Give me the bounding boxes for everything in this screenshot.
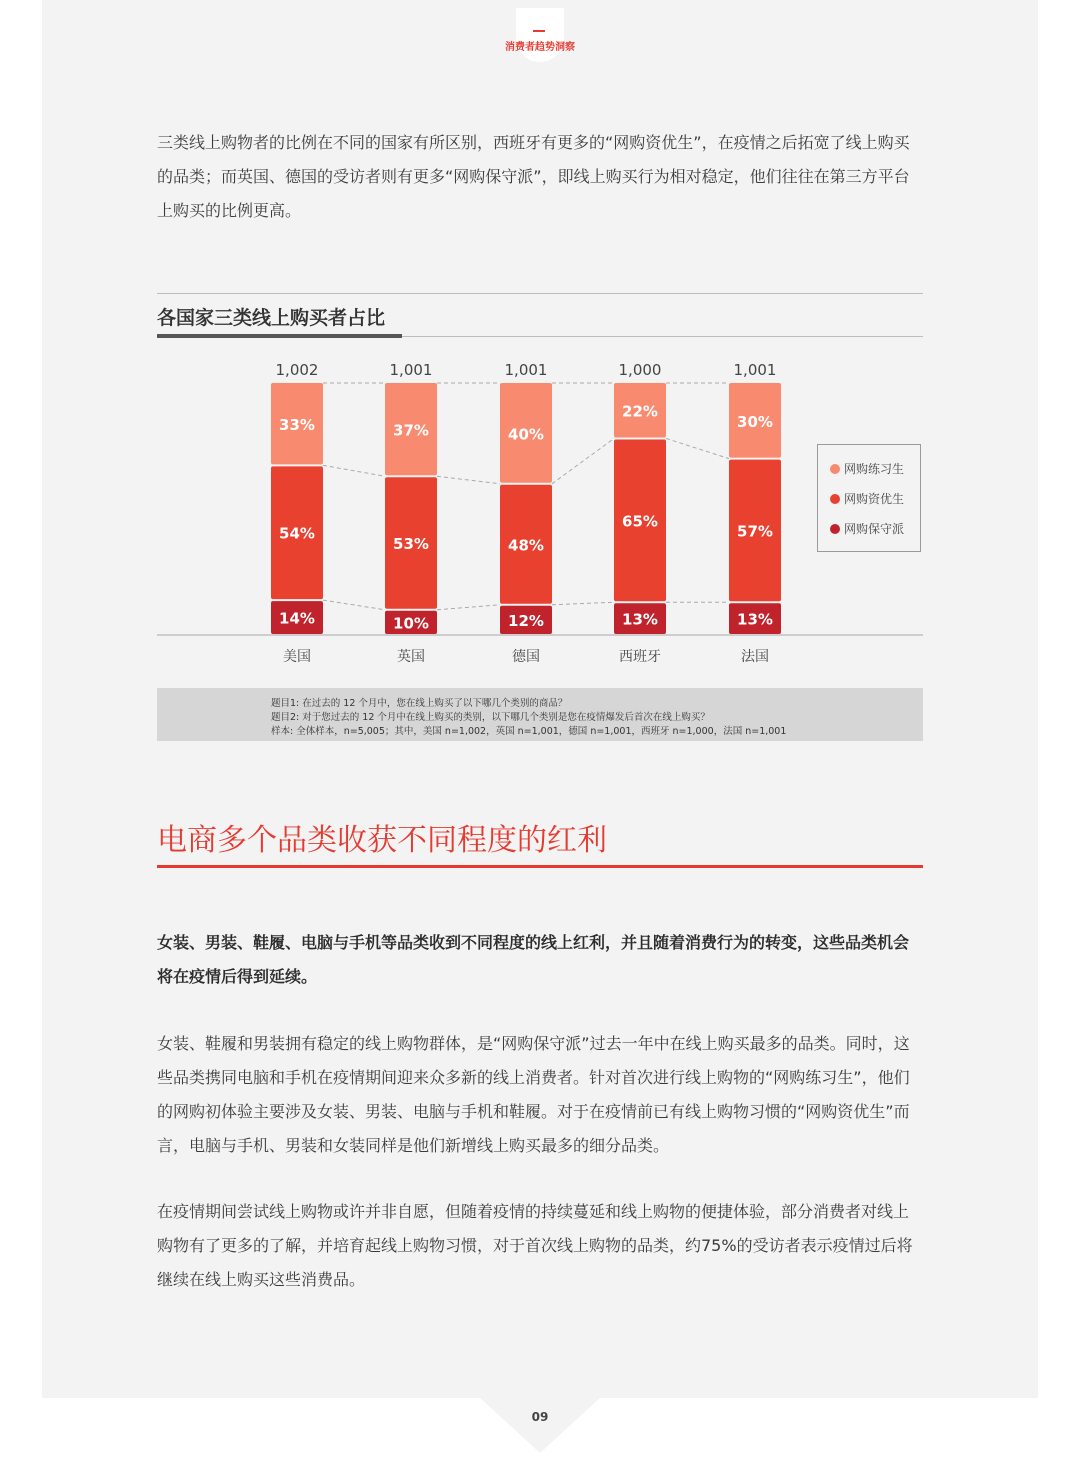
category-label-3: 德国: [512, 649, 540, 665]
chart-notes: [157, 688, 923, 741]
bar-label-2-2: 53%: [393, 535, 429, 554]
sample-size-2: 1,001: [389, 361, 433, 379]
bar-label-1-1: 33%: [279, 416, 315, 435]
intro-paragraph: 三类线上购物者的比例在不同的国家有所区别，西班牙有更多的“网购资优生”，在疫情之后拓宽了线上购买的品类；而英国、德国的受访者则有更多“网购保守派”，即线上购买行为相对稳定，他们往往在第三方平台上购买的比例更高。: [157, 133, 910, 220]
connector-low-1: [323, 600, 385, 610]
connector-low-3: [552, 602, 614, 605]
bar-label-3-5: 13%: [737, 610, 773, 629]
chart-title: 各国家三类线上购买者占比: [157, 307, 386, 329]
bar-label-3-2: 10%: [393, 614, 429, 633]
header-label: 消费者趋势洞察: [505, 42, 575, 53]
note-question-2: 题目2: 对于您过去的 12 个月中在线上购买的类别，以下哪几个类别是您在疫情爆发后首次在线上购买？: [271, 712, 710, 723]
body-paragraph-2: 在疫情期间尝试线上购物或许并非自愿，但随着疫情的持续蔓延和线上购物的便捷体验，部分消费者对线上购物有了更多的了解，并培育起线上购物习惯，对于首次线上购物的品类，约75%的受访者表示疫情过后将继续在线上购买这些消费品。: [157, 1202, 913, 1289]
chart-legend: [817, 444, 921, 552]
note-sample: 样本: 全体样本，n=5,005；其中，美国 n=1,002，英国 n=1,001，德国 n=1,001，西班牙 n=1,000，法国 n=1,001: [271, 726, 787, 737]
sample-size-4: 1,000: [618, 361, 662, 379]
category-label-5: 法国: [741, 649, 769, 665]
bar-label-2-1: 54%: [279, 524, 315, 543]
bar-label-1-4: 22%: [622, 402, 658, 421]
sample-size-5: 1,001: [733, 361, 777, 379]
legend-swatch-3: [830, 524, 840, 534]
page-number: 09: [531, 1410, 549, 1424]
category-label-1: 美国: [283, 649, 311, 665]
category-label-4: 西班牙: [619, 649, 661, 665]
page-number-tab: [480, 1398, 600, 1453]
bar-label-2-3: 48%: [508, 536, 544, 555]
section-title: 电商多个品类收获不同程度的红利: [157, 823, 607, 858]
connector-mid-2: [437, 476, 500, 484]
body-paragraph-1: 女装、鞋履和男装拥有稳定的线上购物群体，是“网购保守派”过去一年中在线上购买最多的品类。同时，这些品类携同电脑和手机在疫情期间迎来众多新的线上消费者。针对首次进行线上购物的“网购练习生”，他们的网购初体验主要涉及女装、男装、电脑与手机和鞋履。对于在疫情前已有线上购物习惯的“网购资优生”而言，电脑与手机、男装和女装同样是他们新增线上购买最多的细分品类。: [157, 1034, 910, 1155]
legend-swatch-2: [830, 494, 840, 504]
legend-label-1: 网购练习生: [844, 462, 905, 476]
connector-mid-3: [552, 438, 614, 483]
sample-size-1: 1,002: [275, 361, 319, 379]
legend-label-3: 网购保守派: [844, 522, 905, 536]
bar-label-3-4: 13%: [622, 610, 658, 629]
bar-label-1-3: 40%: [508, 425, 544, 444]
connector-mid-4: [666, 438, 729, 458]
bar-label-3-1: 14%: [279, 609, 315, 628]
legend-item-3: [830, 520, 904, 537]
connector-mid-1: [323, 465, 385, 476]
category-label-2: 英国: [397, 649, 425, 665]
legend-swatch-1: [830, 464, 840, 474]
section-rule: [157, 865, 923, 868]
note-question-1: 题目1: 在过去的 12 个月中，您在线上购买了以下哪几个类别的商品？: [271, 698, 568, 709]
lead-paragraph: 女装、男装、鞋履、电脑与手机等品类收到不同程度的线上红利，并且随着消费行为的转变，这些品类机会将在疫情后得到延续。: [157, 933, 910, 986]
bar-label-1-5: 30%: [737, 412, 773, 431]
bar-label-1-2: 37%: [393, 421, 429, 440]
bar-label-3-3: 12%: [508, 611, 544, 630]
legend-item-1: [830, 460, 904, 477]
bar-label-2-5: 57%: [737, 522, 773, 541]
legend-item-2: [830, 490, 904, 507]
legend-label-2: 网购资优生: [844, 492, 905, 506]
sample-size-3: 1,001: [504, 361, 548, 379]
bar-label-2-4: 65%: [622, 512, 658, 531]
connector-low-2: [437, 605, 500, 610]
stacked-bar-chart: [0, 0, 1080, 690]
